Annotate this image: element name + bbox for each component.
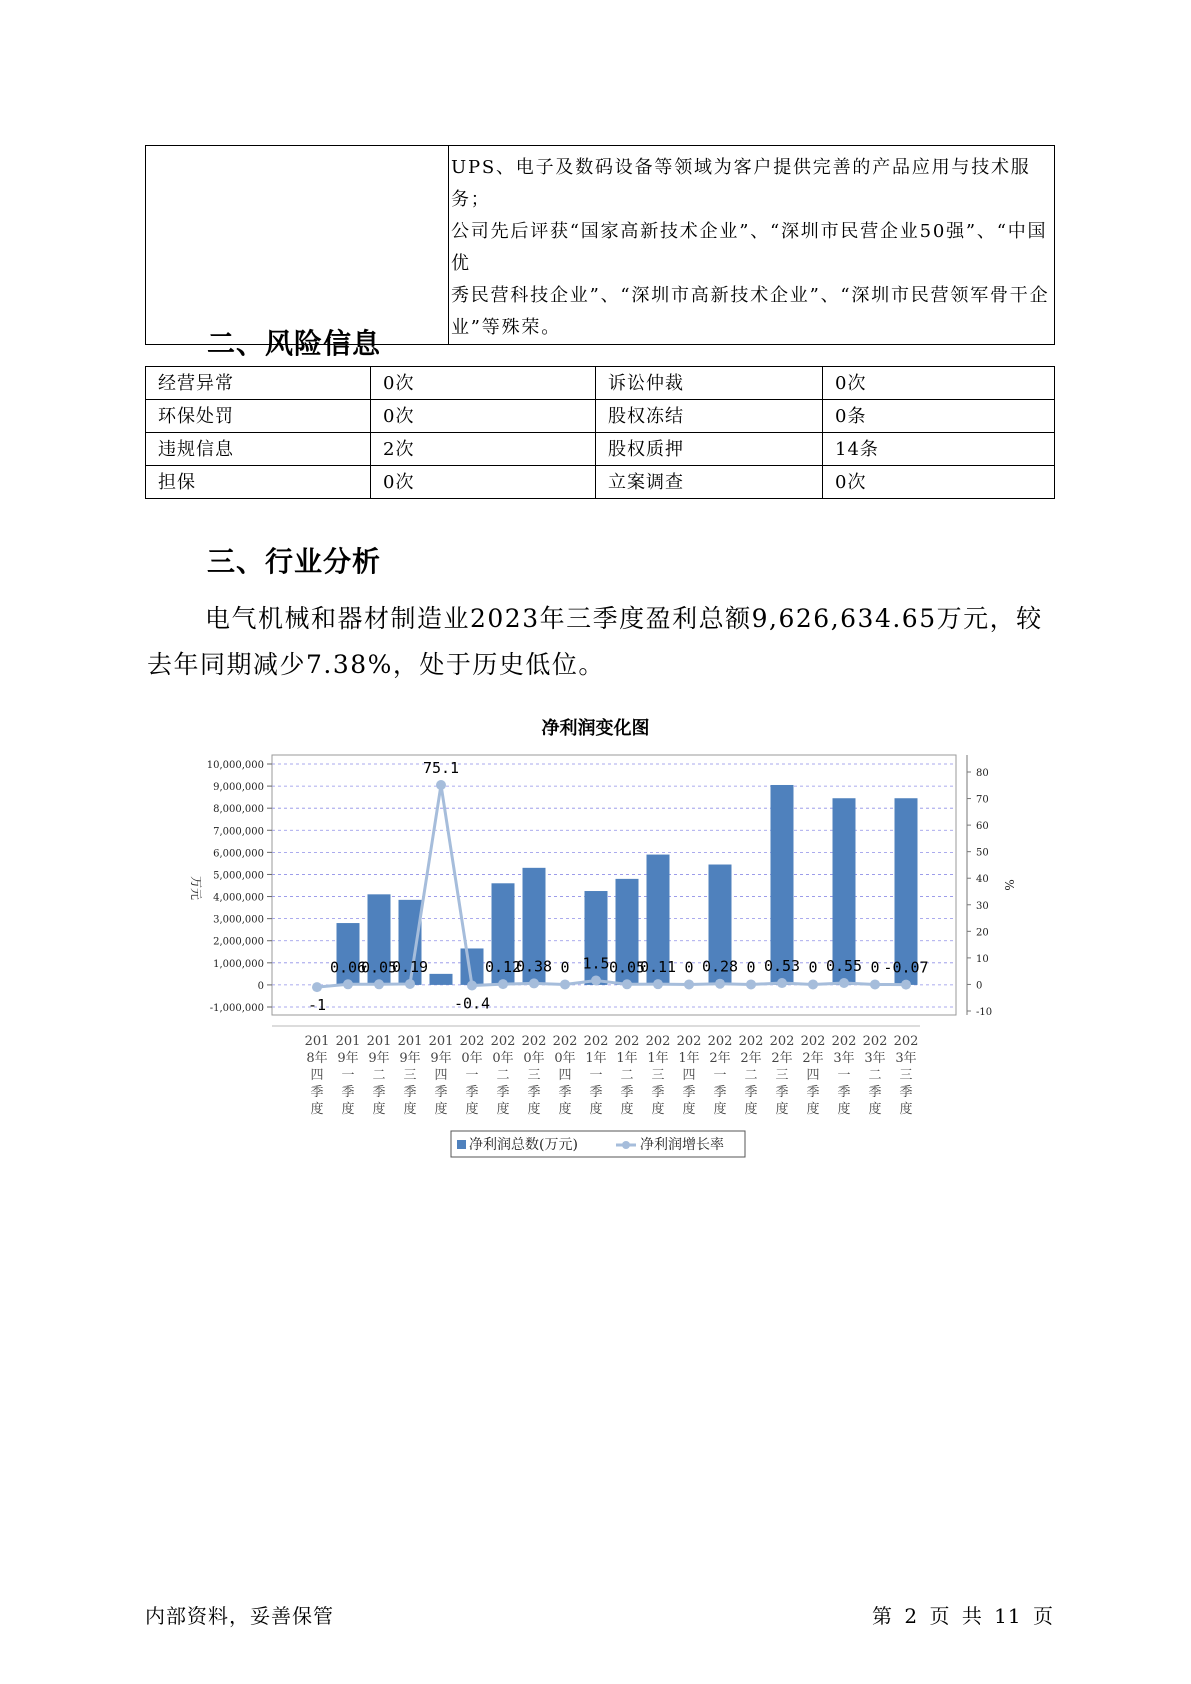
risk-value: 0次: [823, 466, 1055, 499]
growth-rate-point: [467, 981, 477, 991]
industry-paragraph: 电气机械和器材制造业2023年三季度盈利总额9,626,634.65万元，较去年同期减少7.38%，处于历史低位。: [147, 604, 1043, 679]
y-tick-label: 4,000,000: [213, 892, 264, 904]
growth-rate-label: 0.53: [763, 957, 801, 976]
x-tick-label: 一: [341, 1068, 355, 1083]
y-tick-label: 3,000,000: [213, 914, 264, 926]
x-tick-label: 三: [899, 1068, 913, 1083]
x-tick-label: 度: [403, 1102, 417, 1117]
growth-rate-point: [343, 979, 353, 989]
x-tick-label: 季: [682, 1085, 696, 1100]
y-tick-label: 7,000,000: [213, 826, 264, 838]
x-tick-label: 四: [310, 1068, 324, 1083]
x-tick-label: 2年: [802, 1051, 824, 1066]
x-tick-label: 季: [837, 1085, 851, 1100]
growth-rate-point: [715, 979, 725, 989]
footer-page-number: 第 2 页 共 11 页: [872, 1604, 1054, 1628]
risk-label: 担保: [146, 466, 371, 499]
x-tick-label: 度: [341, 1102, 355, 1117]
x-tick-label: 0年: [461, 1051, 483, 1066]
risk-label: 违规信息: [146, 433, 371, 466]
x-tick-label: 一: [465, 1068, 479, 1083]
chart-bar: [771, 785, 794, 985]
chart-title: 净利润变化图: [541, 718, 650, 739]
growth-rate-label: 0.11: [639, 958, 677, 977]
x-tick-label: 二: [496, 1068, 510, 1083]
x-tick-label: 度: [434, 1102, 448, 1117]
footer-confidential-note: 内部资料，妥善保管: [145, 1604, 334, 1628]
net-profit-chart: [0, 740, 1191, 1170]
growth-rate-label: -1: [307, 996, 327, 1015]
legend-bar-label: 净利润总数(万元): [469, 1137, 578, 1153]
x-tick-label: 9年: [368, 1051, 390, 1066]
x-tick-label: 季: [341, 1085, 355, 1100]
x-tick-label: 度: [465, 1102, 479, 1117]
risk-value: 0次: [823, 367, 1055, 400]
intro-label-cell: [146, 146, 449, 345]
x-tick-label: 度: [620, 1102, 634, 1117]
growth-rate-point: [622, 979, 632, 989]
table-row: [146, 466, 1055, 499]
y-tick-label: 5,000,000: [213, 870, 264, 882]
x-tick-label: 季: [310, 1085, 324, 1100]
x-tick-label: 三: [527, 1068, 541, 1083]
growth-rate-label: 0.55: [825, 956, 863, 975]
y-axis-label: 万元: [189, 875, 203, 901]
legend-line-marker: [622, 1141, 630, 1149]
risk-value: 0次: [371, 367, 596, 400]
x-tick-label: 度: [713, 1102, 727, 1117]
x-tick-label: 季: [806, 1085, 820, 1100]
risk-label: 环保处罚: [146, 400, 371, 433]
x-tick-label: 度: [310, 1102, 324, 1117]
x-tick-label: 202: [893, 1034, 919, 1049]
x-tick-label: 0年: [523, 1051, 545, 1066]
risk-label: 立案调查: [596, 466, 823, 499]
x-tick-label: 8年: [306, 1051, 328, 1066]
x-tick-label: 季: [496, 1085, 510, 1100]
x-tick-label: 季: [527, 1085, 541, 1100]
y2-tick-label: 30: [976, 900, 989, 912]
growth-rate-point: [870, 979, 880, 989]
table-row: [146, 400, 1055, 433]
x-tick-label: 202: [583, 1034, 609, 1049]
x-tick-label: 度: [589, 1102, 603, 1117]
growth-rate-label: 0: [684, 958, 694, 977]
chart-bar: [430, 974, 453, 985]
x-tick-label: 201: [428, 1034, 454, 1049]
x-tick-label: 度: [651, 1102, 665, 1117]
x-tick-label: 202: [521, 1034, 547, 1049]
x-tick-label: 202: [862, 1034, 888, 1049]
y-tick-label: 9,000,000: [213, 782, 264, 794]
company-intro-table: [145, 145, 1055, 345]
growth-rate-label: 0.38: [515, 957, 553, 976]
chart-bar: [895, 798, 918, 985]
x-tick-label: 三: [403, 1068, 417, 1083]
intro-text-cell: [449, 146, 1055, 345]
x-tick-label: 度: [682, 1102, 696, 1117]
growth-rate-point: [746, 979, 756, 989]
x-tick-label: 201: [397, 1034, 423, 1049]
growth-rate-point: [560, 979, 570, 989]
x-tick-label: 202: [800, 1034, 826, 1049]
x-tick-label: 202: [614, 1034, 640, 1049]
growth-rate-label: 0.05: [608, 958, 646, 977]
x-tick-label: 二: [744, 1068, 758, 1083]
x-tick-label: 二: [868, 1068, 882, 1083]
growth-rate-point: [653, 979, 663, 989]
growth-rate-label: 0: [870, 958, 880, 977]
x-tick-label: 季: [372, 1085, 386, 1100]
x-tick-label: 202: [769, 1034, 795, 1049]
x-tick-label: 度: [868, 1102, 882, 1117]
x-tick-label: 季: [713, 1085, 727, 1100]
x-tick-label: 3年: [833, 1051, 855, 1066]
x-tick-label: 季: [589, 1085, 603, 1100]
risk-value: 0次: [371, 400, 596, 433]
x-tick-label: 季: [465, 1085, 479, 1100]
y2-tick-label: 40: [976, 874, 989, 886]
x-tick-label: 度: [837, 1102, 851, 1117]
risk-label: 股权质押: [596, 433, 823, 466]
risk-value: 0次: [371, 466, 596, 499]
y-tick-label: -1,000,000: [209, 1003, 264, 1014]
growth-rate-label: 0.19: [391, 957, 429, 976]
growth-rate-point: [591, 975, 601, 985]
x-tick-label: 9年: [399, 1051, 421, 1066]
growth-rate-point: [777, 978, 787, 988]
x-tick-label: 一: [589, 1068, 603, 1083]
y2-tick-label: 10: [976, 953, 989, 965]
x-tick-label: 202: [676, 1034, 702, 1049]
x-tick-label: 202: [459, 1034, 485, 1049]
y-tick-label: 0: [257, 980, 264, 992]
risk-label: 经营异常: [146, 367, 371, 400]
risk-label: 股权冻结: [596, 400, 823, 433]
x-tick-label: 9年: [337, 1051, 359, 1066]
growth-rate-point: [529, 978, 539, 988]
risk-value: 2次: [371, 433, 596, 466]
growth-rate-point: [808, 979, 818, 989]
x-tick-label: 0年: [554, 1051, 576, 1066]
x-tick-label: 201: [366, 1034, 392, 1049]
y-tick-label: 2,000,000: [213, 936, 264, 948]
x-tick-label: 三: [651, 1068, 665, 1083]
y-tick-label: 8,000,000: [213, 804, 264, 816]
y-tick-label: 10,000,000: [206, 760, 264, 771]
x-tick-label: 1年: [616, 1051, 638, 1066]
risk-label: 诉讼仲裁: [596, 367, 823, 400]
x-tick-label: 二: [620, 1068, 634, 1083]
growth-rate-label: 0.05: [360, 958, 398, 977]
y2-tick-label: 20: [976, 927, 989, 939]
x-tick-label: 1年: [585, 1051, 607, 1066]
x-tick-label: 201: [335, 1034, 361, 1049]
x-tick-label: 度: [806, 1102, 820, 1117]
x-tick-label: 四: [806, 1068, 820, 1083]
growth-rate-label: 75.1: [422, 759, 460, 778]
x-tick-label: 度: [899, 1102, 913, 1117]
y2-axis-label: %: [1002, 879, 1016, 891]
x-tick-label: 9年: [430, 1051, 452, 1066]
x-tick-label: 季: [403, 1085, 417, 1100]
x-tick-label: 202: [490, 1034, 516, 1049]
x-tick-label: 度: [496, 1102, 510, 1117]
table-row: [146, 367, 1055, 400]
growth-rate-label: -0.07: [883, 958, 929, 977]
x-tick-label: 2年: [740, 1051, 762, 1066]
x-tick-label: 0年: [492, 1051, 514, 1066]
x-tick-label: 度: [775, 1102, 789, 1117]
x-tick-label: 1年: [678, 1051, 700, 1066]
x-tick-label: 202: [738, 1034, 764, 1049]
growth-rate-point: [839, 978, 849, 988]
intro-line: 业”等殊荣。: [451, 317, 562, 338]
x-tick-label: 季: [744, 1085, 758, 1100]
growth-rate-label: 1.5: [582, 954, 610, 973]
x-tick-label: 季: [868, 1085, 882, 1100]
y2-tick-label: 0: [976, 980, 983, 992]
x-tick-label: 202: [707, 1034, 733, 1049]
x-tick-label: 季: [899, 1085, 913, 1100]
x-tick-label: 四: [434, 1068, 448, 1083]
risk-table: [145, 366, 1055, 499]
x-tick-label: 度: [372, 1102, 386, 1117]
growth-rate-point: [436, 780, 446, 790]
x-tick-label: 三: [775, 1068, 789, 1083]
x-tick-label: 3年: [864, 1051, 886, 1066]
intro-line: 秀民营科技企业”、“深圳市高新技术企业”、“深圳市民营领军骨干企: [451, 285, 1050, 306]
growth-rate-point: [901, 980, 911, 990]
y2-tick-label: 70: [976, 794, 989, 806]
intro-line: 公司先后评获“国家高新技术企业”、“深圳市民营企业50强”、“中国优: [451, 221, 1048, 274]
growth-rate-label: 0: [808, 958, 818, 977]
x-tick-label: 2年: [709, 1051, 731, 1066]
growth-rate-label: 0: [746, 958, 756, 977]
growth-rate-label: -0.4: [453, 994, 491, 1013]
y2-tick-label: 60: [976, 821, 989, 833]
y-tick-label: 1,000,000: [213, 958, 264, 970]
growth-rate-label: 0: [560, 958, 570, 977]
x-tick-label: 季: [775, 1085, 789, 1100]
x-tick-label: 202: [645, 1034, 671, 1049]
table-row: [146, 433, 1055, 466]
x-tick-label: 202: [552, 1034, 578, 1049]
growth-rate-label: 0.06: [329, 958, 367, 977]
legend-line-label: 净利润增长率: [640, 1137, 724, 1153]
y-tick-label: 6,000,000: [213, 848, 264, 860]
y2-tick-label: 80: [976, 768, 989, 779]
x-tick-label: 季: [434, 1085, 448, 1100]
x-tick-label: 二: [372, 1068, 386, 1083]
x-tick-label: 度: [558, 1102, 572, 1117]
growth-rate-point: [405, 979, 415, 989]
growth-rate-point: [312, 982, 322, 992]
risk-value: 0条: [823, 400, 1055, 433]
x-tick-label: 季: [651, 1085, 665, 1100]
x-tick-label: 度: [744, 1102, 758, 1117]
x-tick-label: 201: [304, 1034, 330, 1049]
legend-bar-swatch: [457, 1140, 466, 1149]
x-tick-label: 度: [527, 1102, 541, 1117]
x-tick-label: 季: [558, 1085, 572, 1100]
x-tick-label: 202: [831, 1034, 857, 1049]
growth-rate-label: 0.28: [701, 957, 739, 976]
risk-heading: 二、风险信息: [207, 327, 382, 360]
x-tick-label: 3年: [895, 1051, 917, 1066]
x-tick-label: 一: [837, 1068, 851, 1083]
intro-text: [449, 146, 1054, 344]
x-tick-label: 四: [558, 1068, 572, 1083]
y2-tick-label: -10: [976, 1007, 993, 1018]
x-tick-label: 四: [682, 1068, 696, 1083]
intro-line: UPS、电子及数码设备等领域为客户提供完善的产品应用与技术服务；: [451, 157, 1031, 210]
x-tick-label: 1年: [647, 1051, 669, 1066]
x-tick-label: 季: [620, 1085, 634, 1100]
x-tick-label: 2年: [771, 1051, 793, 1066]
growth-rate-point: [374, 979, 384, 989]
x-tick-label: 一: [713, 1068, 727, 1083]
growth-rate-label: 0.12: [484, 958, 522, 977]
growth-rate-point: [684, 979, 694, 989]
industry-heading: 三、行业分析: [207, 545, 382, 578]
growth-rate-point: [498, 979, 508, 989]
y2-tick-label: 50: [976, 847, 989, 859]
risk-value: 14条: [823, 433, 1055, 466]
